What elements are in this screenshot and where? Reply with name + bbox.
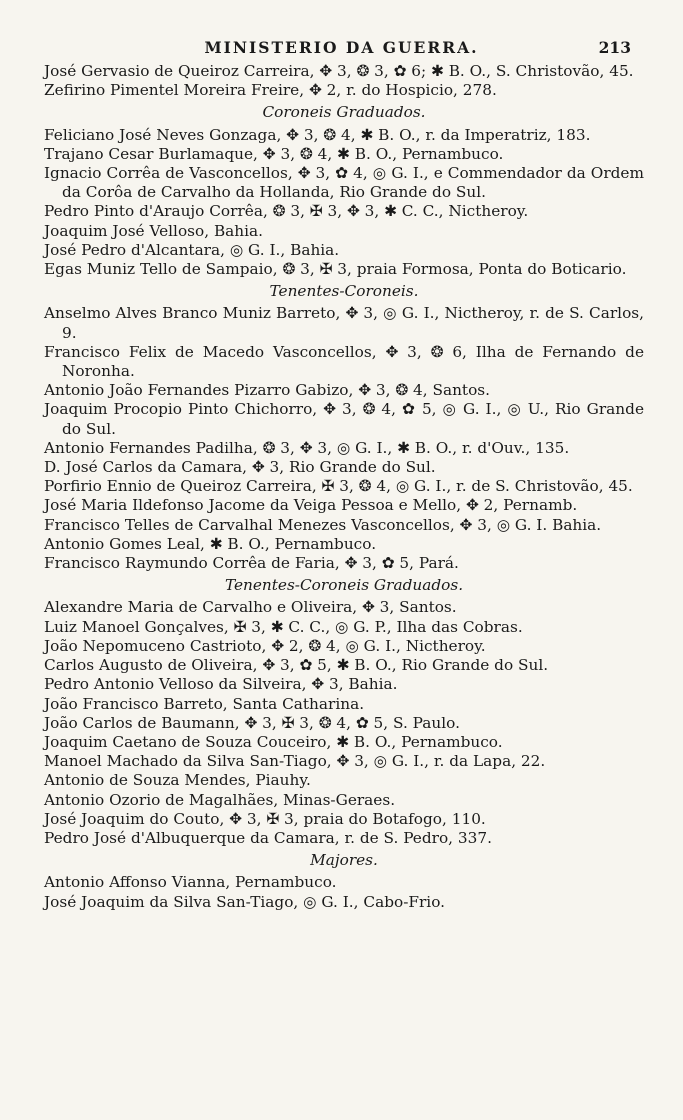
list-entry: Joaquim José Velloso, Bahia. <box>44 221 264 240</box>
list-entry: Pedro Antonio Velloso da Silveira, ✥ 3, Bahia. <box>44 675 398 694</box>
section-coroneis-graduados <box>44 103 644 279</box>
page-content <box>44 62 644 912</box>
section-heading: Tenentes-Coroneis. <box>269 282 419 301</box>
list-entry: Carlos Augusto de Oliveira, ✥ 3, ✿ 5, ✱ B. O., Rio Grande do Sul. <box>44 656 549 675</box>
list-entry: José Pedro d'Alcantara, ◎ G. I., Bahia. <box>44 240 340 259</box>
list-entry: Alexandre Maria de Carvalho e Oliveira, ✥ 3, Santos. <box>44 598 457 617</box>
list-entry: José Joaquim da Silva San-Tiago, ◎ G. I., Cabo-Frio. <box>44 892 446 911</box>
list-entry: Trajano Cesar Burlamaque, ✥ 3, ❂ 4, ✱ B. O., Pernambuco. <box>44 144 504 163</box>
list-entry: João Francisco Barreto, Santa Catharina. <box>44 694 365 713</box>
list-entry: Antonio Ozorio de Magalhães, Minas-Geraes. <box>44 790 396 809</box>
list-entry: José Gervasio de Queiroz Carreira, ✥ 3, ❂ 3, ✿ 6; ✱ B. O., S. Christovão, 45. <box>44 62 634 80</box>
list-entry: Luiz Manoel Gonçalves, ✠ 3, ✱ C. C., ◎ G. P., Ilha das Cobras. <box>44 617 523 636</box>
section-heading: Majores. <box>310 851 378 870</box>
section-continuation <box>44 62 644 100</box>
list-entry: Ignacio Corrêa de Vasconcellos, ✥ 3, ✿ 4, ◎ G. I., e Commendador da Ordem da Corôa de Carvalho da Hollanda, Rio Grande do Sul. <box>44 164 644 202</box>
list-entry: Manoel Machado da Silva San-Tiago, ✥ 3, ◎ G. I., r. da Lapa, 22. <box>44 752 546 771</box>
section-tenentes-coroneis <box>44 282 644 573</box>
section-majores <box>44 851 644 912</box>
section-heading: Coroneis Graduados. <box>262 103 426 122</box>
list-entry: Feliciano José Neves Gonzaga, ✥ 3, ❂ 4, ✱ B. O., r. da Imperatriz, 183. <box>44 125 591 144</box>
list-entry: Francisco Felix de Macedo Vasconcellos, ✥ 3, ❂ 6, Ilha de Fernando de Noronha. <box>44 342 644 381</box>
list-entry: Anselmo Alves Branco Muniz Barreto, ✥ 3, ◎ G. I., Nictheroy, r. de S. Carlos, 9. <box>44 304 644 342</box>
list-entry: Francisco Raymundo Corrêa de Faria, ✥ 3, ✿ 5, Pará. <box>44 554 459 573</box>
list-entry: Porfirio Ennio de Queiroz Carreira, ✠ 3, ❂ 4, ◎ G. I., r. de S. Christovão, 45. <box>44 477 633 496</box>
list-entry: Pedro Pinto d'Araujo Corrêa, ❂ 3, ✠ 3, ✥ 3, ✱ C. C., Nictheroy. <box>44 202 529 221</box>
list-entry: José Joaquim do Couto, ✥ 3, ✠ 3, praia do Botafogo, 110. <box>44 809 486 828</box>
list-entry: Antonio Affonso Vianna, Pernambuco. <box>44 873 337 892</box>
page-number: 213 <box>598 38 631 57</box>
page-header <box>0 38 683 62</box>
list-entry: D. José Carlos da Camara, ✥ 3, Rio Grande do Sul. <box>44 458 436 477</box>
list-entry: Antonio Fernandes Padilha, ❂ 3, ✥ 3, ◎ G. I., ✱ B. O., r. d'Ouv., 135. <box>44 438 570 457</box>
list-entry: Antonio de Souza Mendes, Piauhy. <box>44 771 311 790</box>
list-entry: João Nepomuceno Castrioto, ✥ 2, ❂ 4, ◎ G. I., Nictheroy. <box>44 636 486 655</box>
list-entry: Antonio Gomes Leal, ✱ B. O., Pernambuco. <box>44 534 377 553</box>
list-entry: Francisco Telles de Carvalhal Menezes Vasconcellos, ✥ 3, ◎ G. I. Bahia. <box>44 515 602 534</box>
list-entry: Egas Muniz Tello de Sampaio, ❂ 3, ✠ 3, praia Formosa, Ponta do Boticario. <box>44 260 627 279</box>
list-entry: Antonio João Fernandes Pizarro Gabizo, ✥ 3, ❂ 4, Santos. <box>44 381 490 400</box>
list-entry: Joaquim Caetano de Souza Couceiro, ✱ B. O., Pernambuco. <box>44 732 503 751</box>
list-entry: Pedro José d'Albuquerque da Camara, r. de S. Pedro, 337. <box>44 828 492 847</box>
list-entry: João Carlos de Baumann, ✥ 3, ✠ 3, ❂ 4, ✿ 5, S. Paulo. <box>44 713 460 732</box>
section-tenentes-coroneis-graduados <box>44 576 644 848</box>
list-entry: Joaquim Procopio Pinto Chichorro, ✥ 3, ❂ 4, ✿ 5, ◎ G. I., ◎ U., Rio Grande do Sul. <box>44 400 644 438</box>
list-entry: Zefirino Pimentel Moreira Freire, ✥ 2, r. do Hospicio, 278. <box>44 81 497 100</box>
section-heading: Tenentes-Coroneis Graduados. <box>224 576 464 595</box>
list-entry: José Maria Ildefonso Jacome da Veiga Pessoa e Mello, ✥ 2, Pernamb. <box>44 496 578 515</box>
running-title: MINISTERIO DA GUERRA. <box>204 38 479 57</box>
